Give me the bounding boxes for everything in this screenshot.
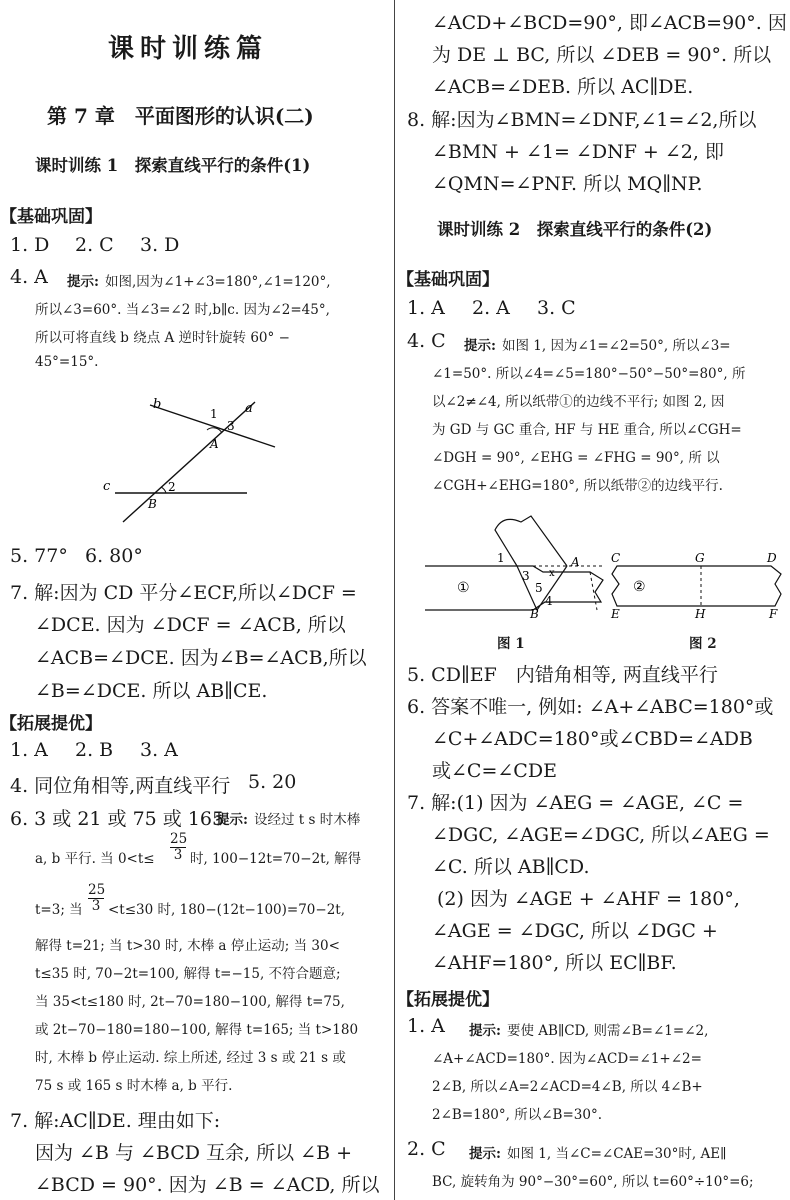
hint-line: 所以可将直线 b 绕点 A 逆时针旋转 60° − bbox=[35, 330, 290, 346]
answer-5: 5. 77° bbox=[10, 545, 68, 567]
q8-line: ∠QMN=∠PNF. 所以 MQ∥NP. bbox=[432, 173, 703, 195]
label-H: H bbox=[695, 607, 706, 620]
hint-line: 2∠B, 所以∠A=2∠ACD=4∠B, 所以 4∠B+ bbox=[432, 1079, 703, 1095]
label-B: B bbox=[148, 497, 157, 511]
column-divider bbox=[394, 0, 395, 1200]
label-A: A bbox=[210, 437, 219, 451]
hint-line: 或 2t−70−180=180−100, 解得 t=165; 当 t>180 bbox=[35, 1022, 359, 1038]
label-4: 4 bbox=[545, 594, 553, 608]
hint-line: t=3; 当 bbox=[35, 902, 83, 918]
hint-line: a, b 平行. 当 0<t≤ bbox=[35, 851, 155, 867]
q7-cont-line: 为 DE ⊥ BC, 所以 ∠DEB = 90°. 所以 bbox=[432, 44, 772, 66]
fraction-numerator: 25 bbox=[170, 831, 188, 847]
q7-cont-line: ∠ACB=∠DEB. 所以 AC∥DE. bbox=[432, 76, 694, 98]
label-B: B bbox=[530, 607, 539, 620]
hint-line: 45°=15°. bbox=[35, 354, 99, 370]
label-3: 3 bbox=[522, 569, 530, 583]
label-x: x bbox=[549, 568, 555, 579]
q7-line: ∠ACB=∠DCE. 因为∠B=∠ACB,所以 bbox=[35, 647, 367, 669]
answer-2: 2. C bbox=[75, 234, 114, 256]
q6-line: ∠C+∠ADC=180°或∠CBD=∠ADB bbox=[432, 728, 753, 750]
answer-1: 1. D bbox=[10, 234, 50, 256]
q7-line: ∠AGE = ∠DGC, 所以 ∠DGC + bbox=[432, 920, 718, 942]
label-A: A bbox=[571, 555, 580, 569]
q8-line: 8. 解:因为∠BMN=∠DNF,∠1=∠2,所以 bbox=[407, 109, 757, 131]
figure-2-caption: 图 2 bbox=[689, 636, 717, 652]
q7-line: ∠DGC, ∠AGE=∠DGC, 所以∠AEG = bbox=[432, 824, 770, 846]
hint-line: ∠DGH = 90°, ∠EHG = ∠FHG = 90°, 所 以 bbox=[432, 450, 720, 466]
label-C: C bbox=[611, 551, 621, 565]
basic-header: 【基础巩固】 bbox=[397, 270, 499, 290]
hint-line: 要使 AB∥CD, 则需∠B=∠1=∠2, bbox=[507, 1023, 709, 1039]
hint-line: 设经过 t s 时木棒 bbox=[254, 812, 361, 828]
hint-line: ∠1=50°. 所以∠4=∠5=180°−50°−50°=80°, 所 bbox=[432, 366, 746, 382]
label-angle-2: 2 bbox=[168, 480, 176, 494]
hint-line: 如图 1, 因为∠1=∠2=50°, 所以∠3= bbox=[502, 338, 731, 354]
answer-4: 4. C bbox=[407, 330, 446, 352]
ext-q7-line: ∠BCD = 90°. 因为 ∠B = ∠ACD, 所以 bbox=[35, 1174, 380, 1196]
answer-2: 2. A bbox=[472, 297, 510, 319]
ext-answer-2: 2. C bbox=[407, 1138, 446, 1160]
fraction-denominator: 3 bbox=[91, 898, 101, 914]
hint-line: t≤35 时, 70−2t=100, 解得 t=−15, 不符合题意; bbox=[35, 966, 341, 982]
q7-line: 7. 解:(1) 因为 ∠AEG = ∠AGE, ∠C = bbox=[407, 792, 744, 814]
lesson1-title: 课时训练 1 探索直线平行的条件(1) bbox=[35, 156, 311, 175]
ext-answer-5: 5. 20 bbox=[248, 771, 297, 793]
hint-label: 提示: bbox=[469, 1146, 501, 1162]
answer-5: 5. CD∥EF 内错角相等, 两直线平行 bbox=[407, 664, 718, 686]
hint-line: 当 35<t≤180 时, 2t−70=180−100, 解得 t=75, bbox=[35, 994, 345, 1010]
hint-line: <t≤30 时, 180−(12t−100)=70−2t, bbox=[108, 902, 346, 918]
hint-label: 提示: bbox=[464, 338, 496, 354]
label-c: c bbox=[103, 479, 111, 494]
hint-line: 75 s 或 165 s 时木棒 a, b 平行. bbox=[35, 1078, 233, 1094]
hint-label: 提示: bbox=[216, 812, 248, 828]
extension-header: 【拓展提优】 bbox=[0, 714, 102, 734]
label-angle-1: 1 bbox=[210, 407, 218, 421]
geometry-figure-1 bbox=[95, 390, 295, 530]
strip-outline bbox=[425, 566, 603, 610]
hint-line: ∠CGH+∠EHG=180°, 所以纸带②的边线平行. bbox=[432, 478, 723, 494]
ext-answer-1: 1. A bbox=[10, 739, 48, 761]
q7-line: (2) 因为 ∠AGE + ∠AHF = 180°, bbox=[437, 888, 740, 910]
ext-answer-3: 3. A bbox=[140, 739, 178, 761]
ext-answer-2: 2. B bbox=[75, 739, 114, 761]
fraction-denominator: 3 bbox=[173, 847, 183, 863]
q7-line: 7. 解:因为 CD 平分∠ECF,所以∠DCF = bbox=[10, 582, 357, 604]
hint-line: 2∠B=180°, 所以∠B=30°. bbox=[432, 1107, 602, 1123]
label-strip-1: ① bbox=[457, 580, 470, 596]
ext-answer-6: 6. 3 或 21 或 75 或 165 bbox=[10, 808, 225, 830]
fraction bbox=[88, 883, 104, 914]
hint-line: 时, 木棒 b 停止运动. 综上所述, 经过 3 s 或 21 s 或 bbox=[35, 1050, 346, 1066]
hint-line: 时, 100−12t=70−2t, 解得 bbox=[190, 851, 362, 867]
hint-line: ∠A+∠ACD=180°. 因为∠ACD=∠1+∠2= bbox=[432, 1051, 702, 1067]
label-E: E bbox=[611, 607, 620, 620]
label-angle-3: 3 bbox=[227, 419, 235, 433]
fraction bbox=[170, 832, 186, 863]
q7-line: ∠AHF=180°, 所以 EC∥BF. bbox=[432, 952, 677, 974]
answer-3: 3. D bbox=[140, 234, 180, 256]
paper-strip-figure-1 bbox=[425, 510, 615, 620]
ext-answer-1: 1. A bbox=[407, 1015, 445, 1037]
label-D: D bbox=[767, 551, 777, 565]
figure-1-caption: 图 1 bbox=[497, 636, 525, 652]
paper-strip-figure-2 bbox=[609, 548, 789, 620]
label-F: F bbox=[769, 607, 778, 620]
line-a bbox=[123, 402, 255, 522]
hint-label: 提示: bbox=[67, 274, 99, 290]
q7-line: ∠B=∠DCE. 所以 AB∥CE. bbox=[35, 680, 268, 702]
ext-q7-line: 因为 ∠B 与 ∠BCD 互余, 所以 ∠B + bbox=[35, 1142, 353, 1164]
label-a: a bbox=[245, 401, 253, 416]
angle-arc bbox=[161, 487, 166, 493]
hint-line: 如图 1, 当∠C=∠CAE=30°时, AE∥ bbox=[507, 1146, 727, 1162]
hint-line: 为 GD 与 GC 重合, HF 与 HE 重合, 所以∠CGH= bbox=[432, 422, 742, 438]
answer-6: 6. 80° bbox=[85, 545, 143, 567]
label-5: 5 bbox=[535, 581, 543, 595]
q8-line: ∠BMN + ∠1= ∠DNF + ∠2, 即 bbox=[432, 141, 724, 163]
hint-line: 以∠2≠∠4, 所以纸带①的边线不平行; 如图 2, 因 bbox=[432, 394, 725, 410]
q6-line: 或∠C=∠CDE bbox=[432, 760, 557, 782]
q7-line: ∠DCE. 因为 ∠DCF = ∠ACB, 所以 bbox=[35, 614, 346, 636]
extension-header: 【拓展提优】 bbox=[397, 990, 499, 1010]
label-b: b bbox=[153, 397, 162, 412]
q6-line: 6. 答案不唯一, 例如: ∠A+∠ABC=180°或 bbox=[407, 696, 774, 718]
label-1: 1 bbox=[497, 551, 505, 565]
q7-cont-line: ∠ACD+∠BCD=90°, 即∠ACB=90°. 因 bbox=[432, 12, 787, 34]
hint-line: BC, 旋转角为 90°−30°=60°, 所以 t=60°÷10°=6; bbox=[432, 1174, 754, 1190]
answer-1: 1. A bbox=[407, 297, 445, 319]
hint-label: 提示: bbox=[469, 1023, 501, 1039]
hint-line: 所以∠3=60°. 当∠3=∠2 时,b∥c. 因为∠2=45°, bbox=[35, 302, 330, 318]
lesson2-title: 课时训练 2 探索直线平行的条件(2) bbox=[437, 220, 713, 239]
label-strip-2: ② bbox=[633, 579, 646, 595]
page-title: 课时训练篇 bbox=[108, 34, 269, 64]
folded-flap bbox=[495, 516, 567, 566]
label-G: G bbox=[695, 551, 705, 565]
q7-line: ∠C. 所以 AB∥CD. bbox=[432, 856, 590, 878]
hint-line: 解得 t=21; 当 t>30 时, 木棒 a 停止运动; 当 30< bbox=[35, 938, 340, 954]
ext-answer-4: 4. 同位角相等,两直线平行 bbox=[10, 775, 231, 797]
hint-line: 如图,因为∠1+∠3=180°,∠1=120°, bbox=[105, 274, 331, 290]
answer-4: 4. A bbox=[10, 266, 48, 288]
chapter-title: 第 7 章 平面图形的认识(二) bbox=[47, 104, 314, 128]
fraction-numerator: 25 bbox=[88, 882, 106, 898]
ext-q7-line: 7. 解:AC∥DE. 理由如下: bbox=[10, 1110, 221, 1132]
answer-3: 3. C bbox=[537, 297, 576, 319]
basic-header: 【基础巩固】 bbox=[0, 207, 102, 227]
